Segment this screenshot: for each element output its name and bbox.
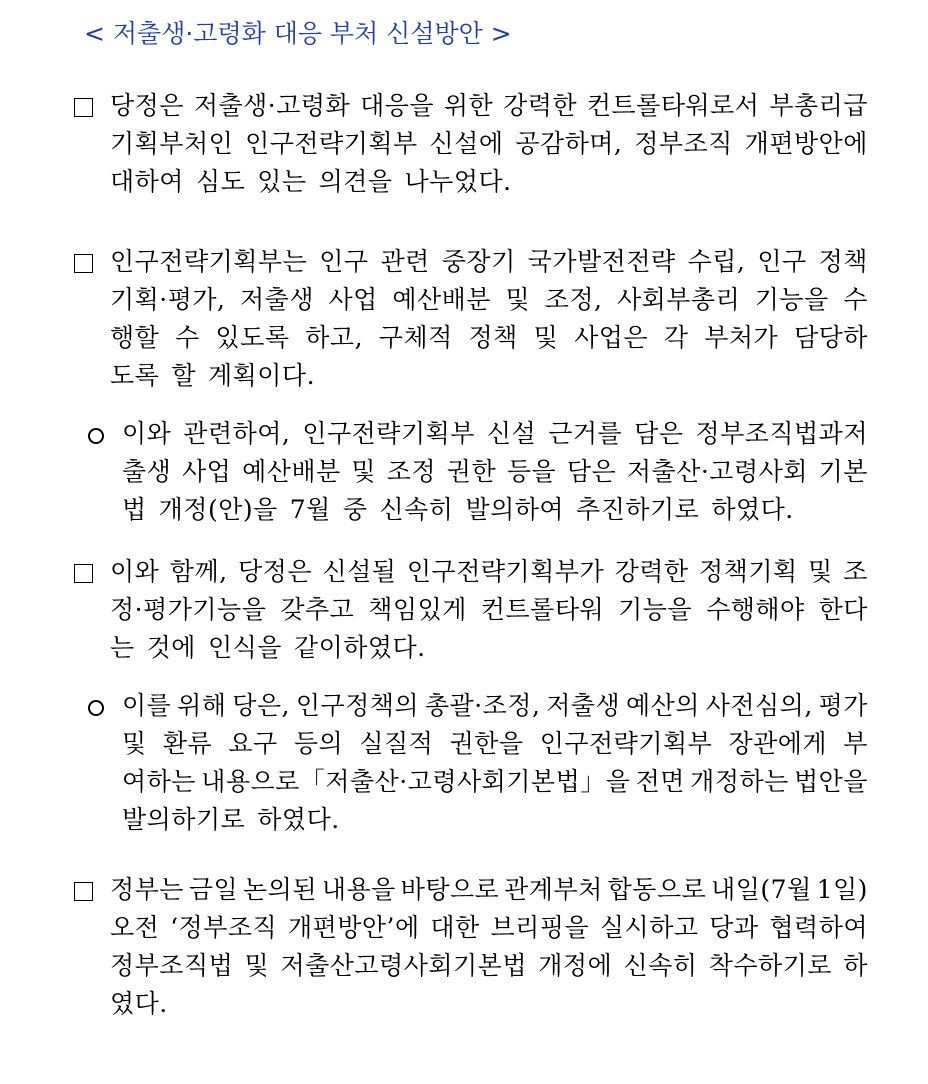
word: 기획·평가, — [110, 285, 226, 314]
paragraph-line — [110, 948, 868, 984]
word: 내일(7월 — [711, 875, 812, 904]
word: 심도 — [195, 167, 246, 196]
word: 정책기획 — [699, 557, 798, 586]
word: 개편방안에 — [744, 129, 868, 158]
word: 예산배분 — [392, 285, 491, 314]
word: 예산배분 — [242, 457, 341, 486]
word: 담은 — [566, 457, 617, 486]
word: 장관에게 — [728, 729, 828, 758]
word: 부 — [843, 729, 868, 758]
word: 신속히 — [623, 951, 698, 980]
paragraph-line — [110, 282, 868, 318]
word: 인구전략기획부 — [539, 729, 713, 758]
word: 저출산·고령사회 — [626, 457, 808, 486]
paragraph-line — [122, 492, 868, 528]
square-bullet-icon — [74, 254, 93, 273]
word: 컨트롤타워로서 — [586, 91, 760, 120]
word: 인구 — [319, 247, 369, 276]
word: 저출생 — [546, 691, 621, 720]
word: 부총리급 — [769, 91, 868, 120]
word: 인구전략기획부가 — [406, 557, 605, 586]
paragraph-line — [110, 358, 868, 394]
word: 착수하기로 — [708, 951, 833, 980]
word: 정부조직 — [634, 129, 733, 158]
word: 사업 — [182, 457, 232, 486]
paragraph-line — [110, 554, 868, 590]
word: 저출생 — [240, 285, 314, 314]
word: 인구 — [757, 247, 807, 276]
word: 논의된 — [243, 875, 317, 904]
square-bullet-icon — [74, 564, 93, 583]
word: 수 — [843, 285, 868, 314]
word: 발의하여 — [465, 495, 565, 524]
word: 당은, — [232, 691, 290, 720]
paragraph-line — [110, 164, 868, 200]
word: 브리핑을 — [490, 913, 590, 942]
word: 관계부처 — [504, 875, 603, 904]
paragraph-line — [110, 88, 868, 124]
word: 실시하고 — [599, 913, 699, 942]
word: 는 — [110, 633, 135, 662]
word: 계획이다. — [207, 361, 316, 390]
word: 같이하였다. — [293, 633, 426, 662]
word: 기본 — [818, 457, 868, 486]
word: 기획부처인 — [110, 129, 234, 158]
word: 등의 — [293, 729, 344, 758]
word: 있도록 — [215, 323, 290, 352]
paragraph-2 — [74, 244, 870, 394]
word: 나누었다. — [404, 167, 512, 196]
word: 하 — [843, 951, 868, 980]
paragraph-line — [122, 802, 868, 838]
word: 내용으로「저출산·고령사회기본법」을 — [201, 767, 631, 796]
word: 조정, — [544, 285, 603, 314]
word: 7월 — [289, 495, 331, 524]
paragraph-line — [122, 726, 868, 762]
paragraph-line — [110, 986, 868, 1022]
word: 개정하는 — [690, 767, 789, 796]
word: 인식을 — [207, 633, 282, 662]
sub-paragraph-1 — [88, 416, 870, 528]
word: 환류 — [162, 729, 213, 758]
word: 행할 — [110, 323, 160, 352]
word: 사전심의, — [705, 691, 813, 720]
word: 법 — [122, 495, 147, 524]
word: 공감하며, — [515, 129, 623, 158]
word: 정부는 — [110, 875, 184, 904]
word: 개정에 — [538, 951, 613, 980]
word: 총괄·조정, — [424, 691, 541, 720]
word: 기능을 — [754, 285, 829, 314]
word: 중장기 — [441, 247, 516, 276]
word: 협력하여 — [769, 913, 868, 942]
word: 대한 — [430, 913, 480, 942]
word: 신설에 — [429, 129, 504, 158]
word: 의견을 — [318, 167, 393, 196]
square-bullet-icon — [74, 882, 93, 901]
word: 내용을 — [321, 875, 396, 904]
paragraph-3 — [74, 554, 870, 666]
word: 금일 — [188, 875, 239, 904]
paragraph-4 — [74, 872, 870, 1022]
word: 사업 — [328, 285, 378, 314]
word: 인구전략기획부 — [302, 419, 475, 448]
circle-bullet-icon — [88, 428, 104, 444]
word: 정부조직법과저 — [695, 419, 868, 448]
word: 인구전략기획부 — [245, 129, 418, 158]
square-bullet-icon — [74, 98, 93, 117]
word: 수행해야 — [706, 595, 805, 624]
word: 하였다. — [711, 495, 794, 524]
word: 한다 — [818, 595, 868, 624]
word: 실질적 — [359, 729, 434, 758]
word: 및 — [533, 323, 559, 352]
word: 및 — [505, 285, 531, 314]
word: 바탕으로 — [400, 875, 500, 904]
paragraph-line — [122, 688, 868, 724]
word: 대하여 — [110, 167, 184, 196]
word: 책임있게 — [368, 595, 467, 624]
word: 당정은 — [238, 557, 312, 586]
word: 관련 — [380, 247, 430, 276]
circle-bullet-icon — [88, 700, 104, 716]
document-title: < 저출생·고령화 대응 부처 신설방안 > — [84, 19, 512, 48]
word: 갖추고 — [280, 595, 355, 624]
word: 관련하여, — [183, 419, 291, 448]
word: 권한 — [446, 457, 497, 486]
word: 부처가 — [704, 323, 779, 352]
word: 1일) — [816, 875, 868, 904]
word: 강력한 — [503, 91, 578, 120]
word: 사회부총리 — [616, 285, 741, 314]
word: 위해 — [177, 691, 227, 720]
paragraph-line — [110, 630, 868, 666]
word: 수립, — [687, 247, 746, 276]
word: 위한 — [443, 91, 494, 120]
word: 평가 — [818, 691, 868, 720]
word: 국가발전전략 — [527, 247, 676, 276]
word: 있는 — [257, 167, 307, 196]
word: 하고, — [305, 323, 364, 352]
word: 전면 — [635, 767, 685, 796]
word: 신속히 — [379, 495, 454, 524]
word: 컨트롤타워 — [480, 595, 605, 624]
word: 당정은 — [110, 91, 184, 120]
word: 였다. — [110, 989, 168, 1018]
word: 각 — [663, 323, 689, 352]
word: 당과 — [709, 913, 759, 942]
paragraph-line — [110, 872, 868, 908]
word: 예산의 — [625, 691, 700, 720]
word: 이를 — [122, 691, 172, 720]
word: 근거를 — [548, 419, 623, 448]
word: 할 — [171, 361, 196, 390]
word: 요구 — [228, 729, 278, 758]
word: 및 — [351, 457, 377, 486]
word: 기능을 — [618, 595, 693, 624]
word: 추진하기로 — [576, 495, 700, 524]
word: 도록 — [110, 361, 160, 390]
paragraph-line — [110, 910, 868, 946]
word: 법안을 — [794, 767, 868, 796]
word: 및 — [122, 729, 147, 758]
word: 및 — [244, 951, 270, 980]
word: 이와 — [110, 557, 160, 586]
word: 하였다. — [257, 805, 340, 834]
word: 신설 — [486, 419, 537, 448]
word: 인구전략기획부는 — [110, 247, 308, 276]
word: 신설될 — [322, 557, 397, 586]
paragraph-line — [122, 764, 868, 800]
word: 합동으로 — [607, 875, 707, 904]
word: 함께, — [169, 557, 228, 586]
word: ‘정부조직 — [170, 913, 278, 942]
paragraph-line — [122, 416, 868, 452]
word: 및 — [808, 557, 833, 586]
word: 것에 — [146, 633, 196, 662]
word: 정책 — [468, 323, 518, 352]
word: 담당하 — [793, 323, 868, 352]
paragraph-line — [122, 454, 868, 490]
word: 발의하기로 — [122, 805, 246, 834]
paragraph-line — [110, 320, 868, 356]
word: 저출생·고령화 — [193, 91, 351, 120]
word: 조정 — [386, 457, 437, 486]
word: 개정(안)을 — [158, 495, 278, 524]
word: 이와 — [122, 419, 172, 448]
word: 출생 — [122, 457, 172, 486]
word: 등을 — [506, 457, 557, 486]
word: 중 — [342, 495, 368, 524]
word: 정부조직법 — [110, 951, 234, 980]
word: 강력한 — [614, 557, 689, 586]
word: 저출산고령사회기본법 — [280, 951, 527, 980]
word: 인구정책의 — [295, 691, 420, 720]
word: 조 — [843, 557, 868, 586]
word: 개편방안’에 — [287, 913, 420, 942]
word: 정책 — [818, 247, 868, 276]
word: 여하는 — [122, 767, 196, 796]
word: 수 — [175, 323, 200, 352]
word: 사업은 — [574, 323, 649, 352]
word: 대응을 — [360, 91, 435, 120]
word: 담은 — [634, 419, 684, 448]
paragraph-line — [110, 126, 868, 162]
paragraph-line — [110, 592, 868, 628]
word: 권한을 — [449, 729, 524, 758]
word: 오전 — [110, 913, 160, 942]
word: 정·평가기능을 — [110, 595, 267, 624]
word: 구체적 — [378, 323, 453, 352]
paragraph-line — [110, 244, 868, 280]
paragraph-1 — [74, 88, 870, 200]
sub-paragraph-2 — [88, 688, 870, 838]
